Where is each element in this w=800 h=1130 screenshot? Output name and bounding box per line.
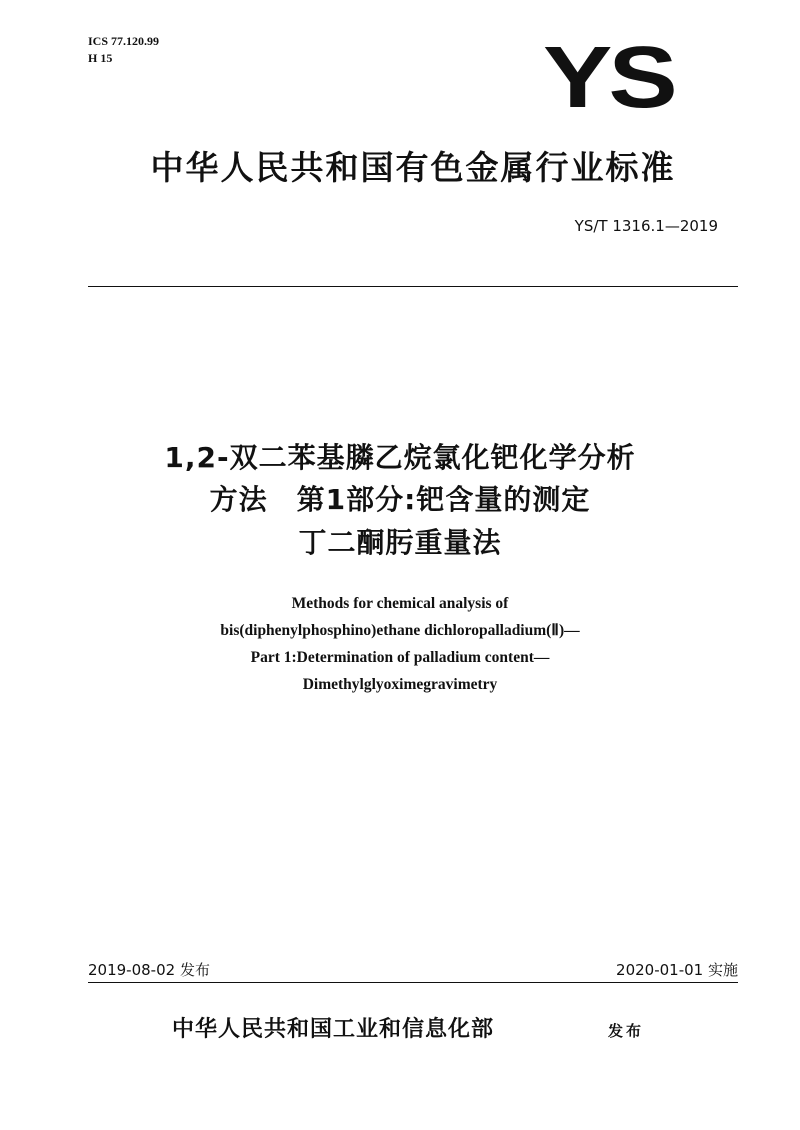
bottom-divider bbox=[88, 982, 738, 983]
publisher: 中华人民共和国工业和信息化部 bbox=[172, 1016, 495, 1042]
ys-logo: YS bbox=[543, 28, 674, 127]
en-title-line-1: Methods for chemical analysis of bbox=[291, 595, 509, 612]
implement-date: 2020-01-01 实施 bbox=[616, 961, 738, 979]
org-title: 中华人民共和国有色金属行业标准 bbox=[150, 148, 676, 187]
ics-code bbox=[88, 33, 159, 67]
en-title-line-2: bis(diphenylphosphino)ethane dichloropalladium(Ⅱ)— bbox=[220, 622, 580, 639]
en-title-line-4: Dimethylglyoximegravimetry bbox=[302, 676, 498, 693]
en-title-line-3: Part 1:Determination of palladium content— bbox=[250, 649, 550, 666]
cn-title-line-1: 1,2-双二苯基膦乙烷氯化钯化学分析 bbox=[164, 441, 636, 474]
release-date: 2019-08-02 发布 bbox=[88, 961, 210, 979]
cn-title-line-2: 方法 第1部分:钯含量的测定 bbox=[209, 483, 591, 516]
ics-number: ICS 77.120.99 bbox=[88, 34, 160, 48]
issue-label: 发布 bbox=[608, 1022, 645, 1040]
cn-title-line-3: 丁二酮肟重量法 bbox=[298, 526, 502, 559]
standard-number: YS/T 1316.1—2019 bbox=[574, 217, 718, 235]
ccs-number: H 15 bbox=[88, 50, 113, 65]
top-divider bbox=[88, 286, 738, 287]
